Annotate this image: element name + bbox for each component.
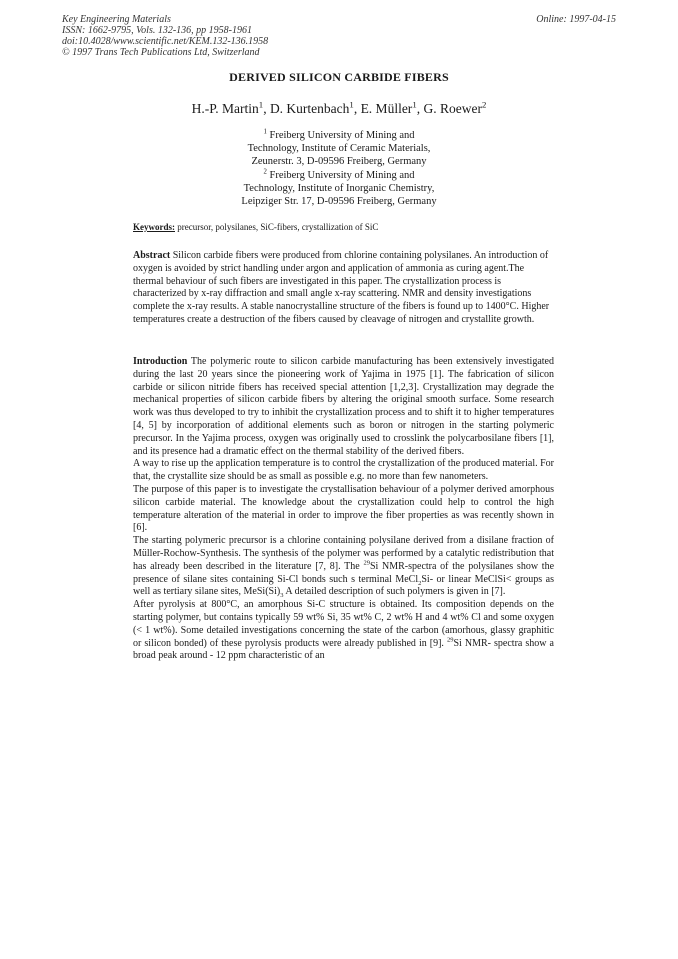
intro-paragraph: Introduction The polymeric route to silicon carbide manufacturing has been extensively investigated during the last 20 years since the pioneering work of Yajima in 1975 [1]. The fabrication of silicon carbide or silicon nitride fibers has received special attention [1,2,3]. Crystallization may degrade the mechanical properties of silicon carbide fibers by altering the original smooth surface. Some research work was thus developed to try to inhibit the crystallization process and to shift it to higher temperatures [4, 5] by incorporation of additional elements such as boron or nitrogen in the starting polymeric precursor. In the Yajima process, oxygen was originally used to crosslink the polycarbosilane fibers [1], and its presence had a dramatic effect on the thermal stability of the derived fibers. — [133, 356, 554, 457]
intro-paragraph: The starting polymeric precursor is a chlorine containing polysilane derived from a disilane fraction of Müller-Rochow-Synthesis. The synthesis of the polymer was performed by a catalytic redistribution that has already been described in the literature [7, 8]. The $^{29}$Si NMR-spectra of the polysilanes show the presence of silane sites containing Si-Cl bonds such s terminal MeCl$_2$Si- or linear MeClSi< groups as well as tertiary silane sites, $MeSi(Si)_3$ A detailed description of such polymers is given in [7]. — [133, 535, 555, 600]
doi-line: doi:10.4028/www.scientific.net/KEM.132-136.1958 — [62, 36, 269, 47]
author-affiliation-mark: 1 — [412, 99, 417, 110]
intro-paragraph: After pyrolysis at 800°C, an amorphous Si-C structure is obtained. Its composition depends on the starting polymer, but contains typically 59 wt% Si, 35 wt% C, 2 wt% H and 4 wt% Cl and some oxygen (< 1 wt%). Some detailed investigations concerning the state of the carbon (amorhous, glassy graphitic or silicon bonded) of these pyrolysis products were already published in [9]. $^{29}$Si NMR- spectra show a broad peak around - 12 ppm characteristic of an — [133, 599, 554, 662]
author-name: H.-P. Martin — [191, 101, 259, 116]
affiliation-2-line: Technology, Institute of Inorganic Chemistry, — [243, 182, 435, 194]
keywords — [133, 222, 378, 232]
affiliation-1-line: Zeunerstr. 3, D-09596 Freiberg, Germany — [251, 156, 427, 168]
author-affiliation-mark: 1 — [258, 99, 264, 110]
affiliation-2-line: Leipziger Str. 17, D-09596 Freiberg, Germany — [241, 196, 437, 208]
abstract-section — [133, 250, 554, 327]
author-name: D. Kurtenbach — [269, 101, 350, 116]
intro-paragraph: The purpose of this paper is to investigate the crystallisation behaviour of a polymer derived amorphous silicon carbide material. The knowledge about the crystallization could help to control the high temperature alteration of the material in order to improve the fiber properties as was recently shown in [6]. — [133, 483, 554, 534]
introduction-label: Introduction — [133, 356, 188, 367]
affiliation-2-line: $^2$ Freiberg University of Mining and — [263, 168, 415, 181]
author-list: H.-P. Martin$^1$, D. Kurtenbach$^1$, E. Müller$^1$, G. Roewer$^2$ — [191, 99, 487, 116]
online-date: Online: 1997-04-15 — [536, 14, 616, 25]
page-header — [62, 14, 616, 58]
introduction-section — [133, 356, 554, 663]
paper-title: DERIVED SILICON CARBIDE FIBERS — [229, 70, 449, 84]
abstract-paragraph: Abstract Silicon carbide fibers were produced from chlorine containing polysilanes. An introduction of oxygen is avoided by strict handling under argon and application of ammonia as curing agent.The thermal behaviour of such fibers are investigated in this paper. The crystallization process is characterized by x-ray diffraction and small angle x-ray scattering. NMR and density investigations complete the x-ray results. A stable nanocrystalline structure of the fibers is found up to 1400°C. Higher temperatures create a destruction of the fibers caused by cleavage of nitrogen and crystallite growth. — [133, 250, 550, 325]
affiliation-1-line: $^1$ Freiberg University of Mining and — [263, 128, 415, 141]
author-affiliation-mark: 2 — [481, 99, 487, 110]
journal-name: Key Engineering Materials — [62, 14, 171, 25]
keywords-text: precursor, polysilanes, SiC-fibers, crystallization of SiC — [177, 222, 379, 232]
issn-line: ISSN: 1662-9795, Vols. 132-136, pp 1958-1961 — [62, 25, 252, 36]
copyright-line: © 1997 Trans Tech Publications Ltd, Switzerland — [62, 47, 260, 58]
intro-paragraph: A way to rise up the application temperature is to control the crystallization of the produced material. For that, the crystallite size should be as small as possible e.g. no more than few nanometers. — [133, 458, 554, 483]
author-affiliation-mark: 1 — [349, 99, 354, 110]
abstract-label: Abstract — [133, 250, 171, 261]
affiliations — [0, 129, 678, 208]
author-name: G. Roewer — [423, 101, 482, 116]
keywords-label: Keywords: — [133, 222, 175, 232]
affiliation-1-line: Technology, Institute of Ceramic Materials, — [247, 143, 431, 155]
author-name: E. Müller — [360, 101, 413, 116]
